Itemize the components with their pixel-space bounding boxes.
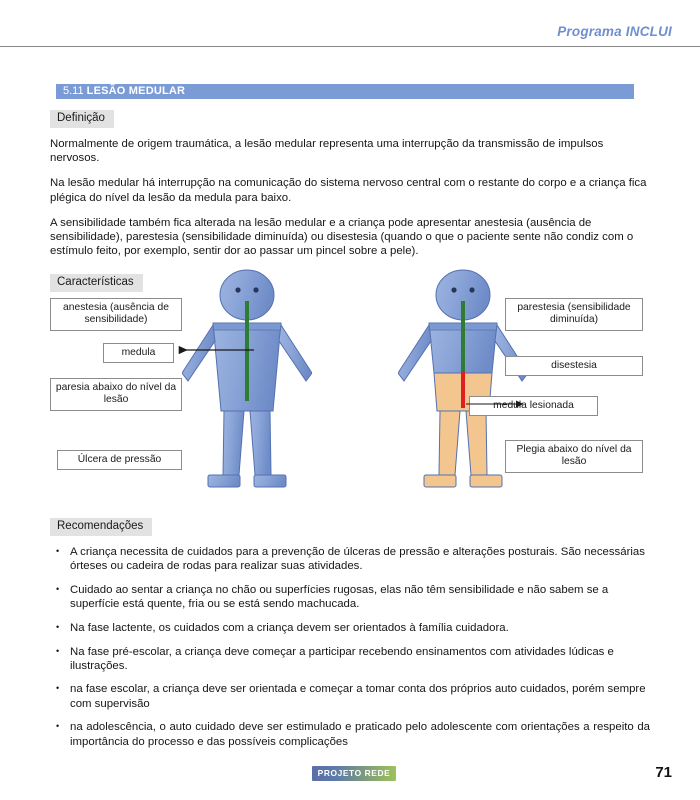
section-title-bar [56, 84, 634, 99]
section-number: 5.11 [63, 85, 84, 97]
label-anestesia: anestesia (ausência de sensibilidade) [50, 298, 182, 331]
label-medula: medula [103, 343, 174, 363]
recommendation-item: • Na fase pré-escolar, a criança deve começar a participar recebendo ensinamentos com atividades lúdicas e ilustrações. [50, 645, 650, 673]
definition-tag: Definição [50, 110, 114, 128]
label-ulcera: Úlcera de pressão [57, 450, 182, 470]
label-parestesia: parestesia (sensibilidade diminuída) [505, 298, 643, 331]
characteristics-diagram [50, 268, 660, 508]
projeto-rede-logo: PROJETO REDE [312, 766, 396, 781]
section-title: LESÃO MEDULAR [86, 85, 186, 97]
definition-paragraph-2: Na lesão medular há interrupção na comunicação do sistema nervoso central com o restante do corpo e a criança fica plégica do nível da lesão da medula para baixo. [50, 177, 647, 204]
definition-paragraph-1: Normalmente de origem traumática, a lesão medular representa uma interrupção da transmissão de impulsos nervosos. [50, 138, 604, 165]
label-disestesia: disestesia [505, 356, 643, 376]
characteristics-tag: Características [50, 274, 143, 292]
recommendations-block [50, 516, 650, 758]
definition-block [50, 108, 650, 258]
header-rule [0, 46, 700, 47]
recommendation-item: • Cuidado ao sentar a criança no chão ou superfícies rugosas, elas não têm sensibilidade e não sabem se a superfície está quente, fria ou se está sendo machucada. [50, 583, 650, 611]
recommendation-item: • Na fase lactente, os cuidados com a criança devem ser orientados à família cuidadora. [50, 621, 650, 635]
figure-normal-body [182, 268, 312, 493]
recommendations-tag: Recomendações [50, 518, 152, 536]
recommendation-item: • na adolescência, o auto cuidado deve ser estimulado e praticado pelo adolescente com orientações a respeito da importância do processo e das possíveis complicações [50, 720, 650, 748]
label-paresia: paresia abaixo do nível da lesão [50, 378, 182, 411]
running-head: Programa INCLUI [557, 24, 672, 39]
label-plegia: Plegia abaixo do nível da lesão [505, 440, 643, 473]
definition-paragraph-3: A sensibilidade também fica alterada na lesão medular e a criança pode apresentar anestesia (ausência de sensibilidade), parestesia (sensibilidade diminuída) ou disestesia (quando o que o paciente sente não condiz com o estímulo feito, por exemplo, sentir dor ao passar um pincel sobre a pele). [50, 216, 634, 258]
recommendation-item: • A criança necessita de cuidados para a prevenção de úlceras de pressão e alterações posturais. São necessárias órteses ou cadeira de rodas para realizar suas atividades. [50, 545, 650, 573]
recommendation-item: • na fase escolar, a criança deve ser orientada e começar a tomar conta dos próprios auto cuidados, porém sempre com supervisão [50, 682, 650, 710]
label-medula-lesionada: medula lesionada [469, 396, 598, 416]
page-number: 71 [655, 764, 672, 781]
recommendations-list [50, 545, 650, 749]
